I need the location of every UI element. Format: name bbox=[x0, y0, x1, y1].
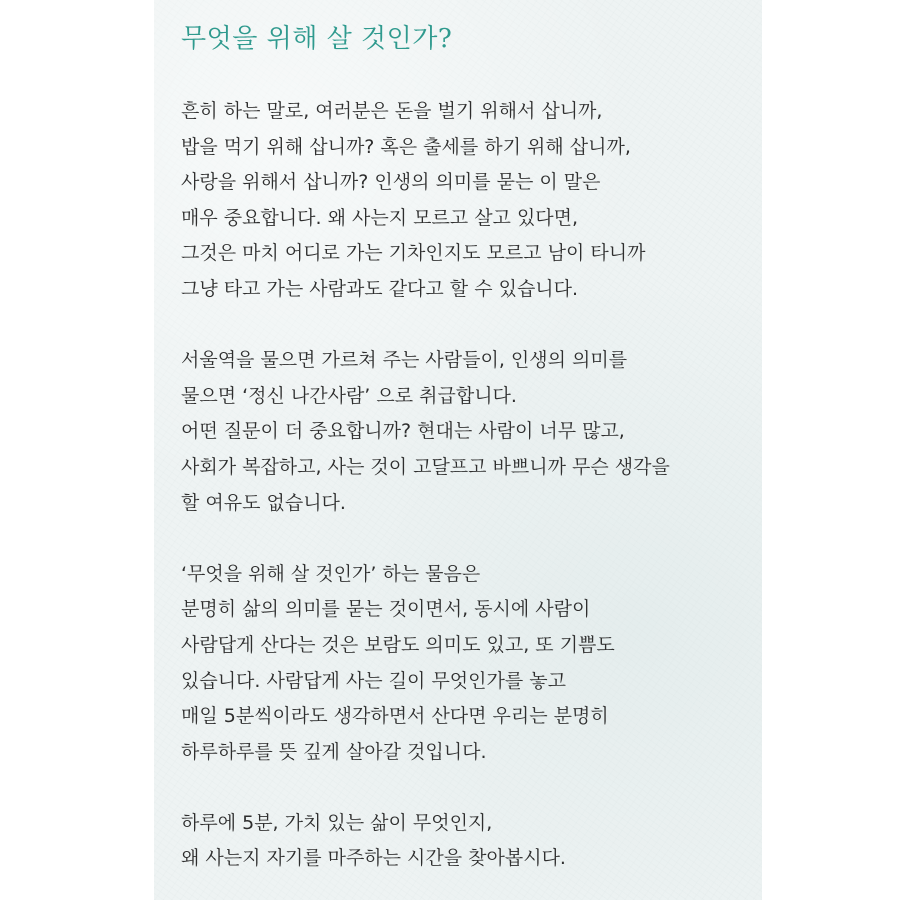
page-title: 무엇을 위해 살 것인가? bbox=[181, 24, 453, 54]
text-line: 사회가 복잡하고, 사는 것이 고달프고 바쁘니까 무슨 생각을 bbox=[181, 455, 670, 478]
text-line: 사람답게 산다는 것은 보람도 의미도 있고, 또 기쁨도 bbox=[181, 633, 615, 656]
text-card bbox=[154, 0, 762, 900]
paragraph-2 bbox=[181, 343, 751, 521]
text-line: 흔히 하는 말로, 여러분은 돈을 벌기 위해서 삽니까, bbox=[181, 100, 603, 122]
text-line: 매일 5분씩이라도 생각하면서 산다면 우리는 분명히 bbox=[181, 705, 609, 728]
body-text bbox=[181, 94, 751, 877]
text-line: 매우 중요합니다. 왜 사는지 모르고 살고 있다면, bbox=[181, 206, 579, 229]
text-line: 있습니다. 사람답게 사는 길이 무엇인가를 놓고 bbox=[181, 669, 566, 692]
paragraph-1 bbox=[181, 94, 751, 308]
paragraph-gap bbox=[181, 521, 751, 557]
text-line: 그것은 마치 어디로 가는 기차인지도 모르고 남이 타니까 bbox=[181, 242, 646, 265]
text-line: 하루에 5분, 가치 있는 삶이 무엇인지, bbox=[181, 811, 493, 834]
text-line: 그냥 타고 가는 사람과도 같다고 할 수 있습니다. bbox=[181, 277, 579, 300]
paragraph-4 bbox=[181, 806, 751, 877]
text-line: 서울역을 물으면 가르쳐 주는 사람들이, 인생의 의미를 bbox=[181, 349, 628, 372]
text-line: 사랑을 위해서 삽니까? 인생의 의미를 묻는 이 말은 bbox=[181, 171, 601, 194]
paragraph-3 bbox=[181, 557, 751, 771]
text-line: 밥을 먹기 위해 삽니까? 혹은 출세를 하기 위해 삽니까, bbox=[181, 135, 631, 158]
text-line: 할 여유도 없습니다. bbox=[181, 491, 346, 514]
text-line: 하루하루를 뜻 깊게 살아갈 것입니다. bbox=[181, 740, 487, 763]
text-line: 왜 사는지 자기를 마주하는 시간을 찾아봅시다. bbox=[181, 847, 566, 870]
text-line: 어떤 질문이 더 중요합니까? 현대는 사람이 너무 많고, bbox=[181, 420, 625, 443]
paragraph-gap bbox=[181, 308, 751, 344]
text-line: ‘무엇을 위해 살 것인가’ 하는 물음은 bbox=[181, 562, 481, 585]
text-line: 분명히 삶의 의미를 묻는 것이면서, 동시에 사람이 bbox=[181, 598, 591, 621]
paragraph-gap bbox=[181, 770, 751, 806]
text-line: 물으면 ‘정신 나간사람’ 으로 취급합니다. bbox=[181, 384, 517, 407]
